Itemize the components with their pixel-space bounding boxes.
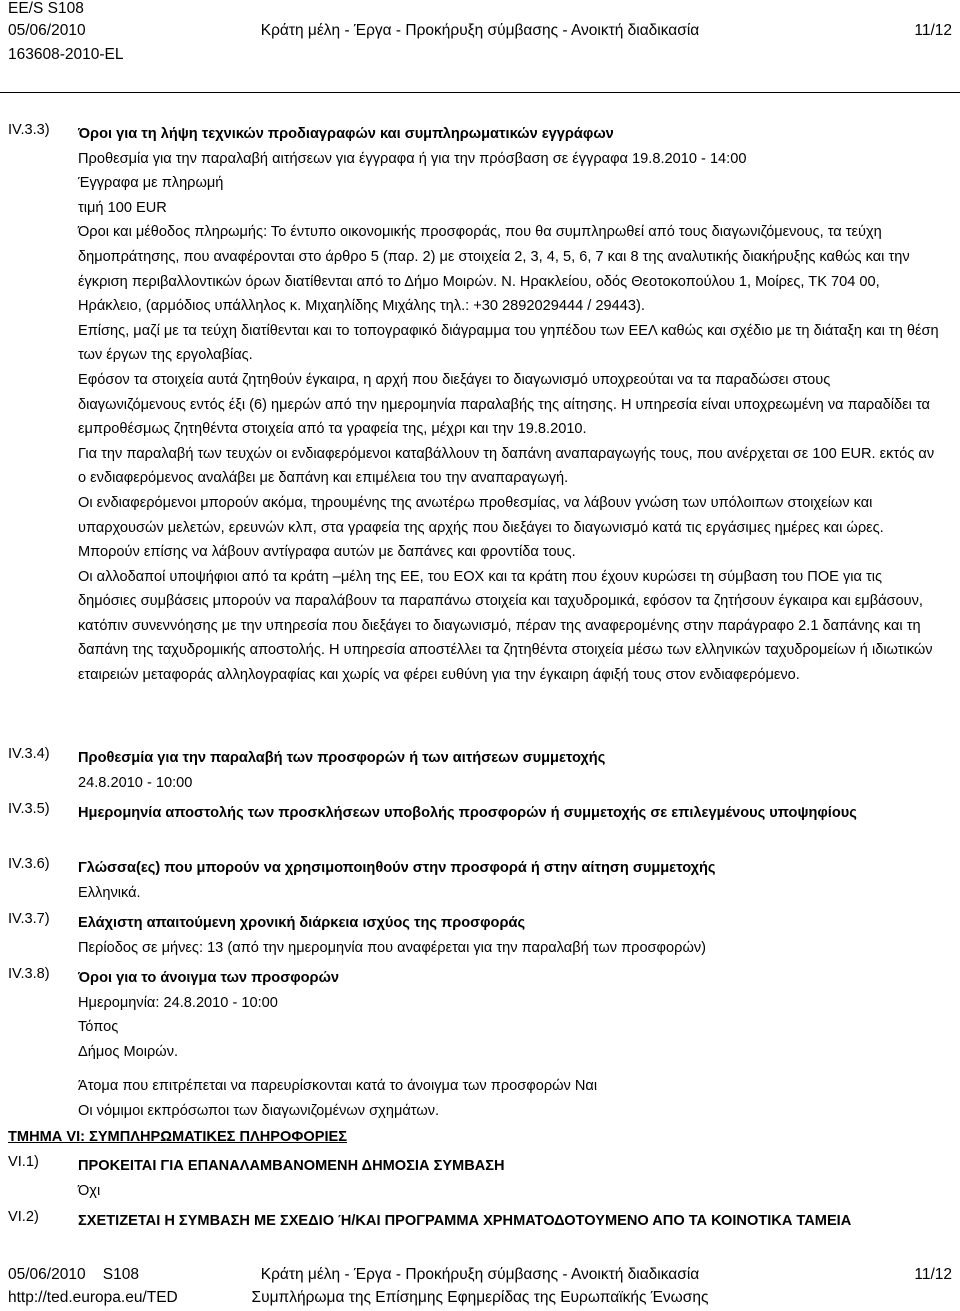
section-title: Ημερομηνία αποστολής των προσκλήσεων υποβολής προσφορών ή συμμετοχής σε επιλεγμένους υποψηφίους (78, 805, 857, 821)
section-value: Όχι (78, 1182, 101, 1199)
section-number: IV.3.8) (8, 966, 50, 982)
footer-title: Κράτη μέλη - Έργα - Προκήρυξη σύμβασης - Ανοικτή διαδικασία (260, 1266, 700, 1283)
section-title: Όροι για το άνοιγμα των προσφορών (78, 970, 340, 986)
paragraph: Οι αλλοδαποί υποψήφιοι από τα κράτη –μέλη της ΕΕ, του ΕΟΧ και τα κράτη που έχουν κυρώσει τη σύμβαση του ΠΟΕ για τις δημόσιες συμβάσεις μπορούν να παραλάβουν τα παραπάνω στοιχεία και ταχυδρομικά, εφόσον τα ζητήσουν έγκαιρα και εμβάσουν, κατόπιν συνεννόησης με την υπηρεσία που διεξάγει το διαγωνισμό, πέραν της αναφερομένης στην παράγραφο 2.1 δαπάνης και τη δαπάνη της ταχυδρομικής αποστολής. Η υπηρεσία αποστέλλει τα ζητηθέντα στοιχεία μέσω των ελληνικών ταχυδρομείων ή ιδιωτικών εταιρειών μεταφοράς αλληλογραφίας και χωρίς να φέρει ευθύνη για την έγκαιρη άφιξή τους στον ενδιαφερόμενο. (78, 568, 933, 684)
header-title: Κράτη μέλη - Έργα - Προκήρυξη σύμβασης - Ανοικτή διαδικασία (260, 22, 700, 39)
header-date: 05/06/2010 (8, 22, 86, 39)
section-value: 24.8.2010 - 10:00 (78, 774, 193, 791)
part-vi-heading: ΤΜΗΜΑ VI: ΣΥΜΠΛΗΡΩΜΑΤΙΚΕΣ ΠΛΗΡΟΦΟΡΙΕΣ (8, 1129, 348, 1145)
footer-page-number: 11/12 (914, 1266, 952, 1283)
place-label: Τόπος (78, 1019, 119, 1036)
opening-date: Ημερομηνία: 24.8.2010 - 10:00 (78, 994, 278, 1011)
page-header (0, 0, 960, 96)
section-number: IV.3.5) (8, 801, 50, 817)
paragraph: Επίσης, μαζί με τα τεύχη διατίθενται και το τοπογραφικό διάγραμμα του γηπέδου των ΕΕΛ καθώς και σχέδιο με τη διάταξη και τη θέση των έργων της εργολαβίας. (78, 322, 939, 364)
header-divider (0, 92, 960, 93)
paragraph: Οι ενδιαφερόμενοι μπορούν ακόμα, τηρουμένης της ανωτέρω προθεσμίας, να λάβουν γνώση των υπόλοιπων στοιχείων και υπαρχουσών μελετών, ερευνών κλπ, στα γραφεία της αρχής που διεξάγει το διαγωνισμό κατά τις εργάσιμες ημέρες και ώρες. Μπορούν επίσης να λάβουν αντίγραφα αυτών με δαπάνες και φροντίδα τους. (78, 494, 884, 561)
section-value: Ελληνικά. (78, 884, 141, 901)
page-footer (0, 1266, 960, 1311)
footer-journal: Συμπλήρωμα της Επίσημης Εφημερίδας της Ευρωπαϊκής Ένωσης (251, 1289, 709, 1306)
section-number: VI.1) (8, 1154, 39, 1170)
place-value: Δήμος Μοιρών. (78, 1043, 179, 1060)
section-number: VI.2) (8, 1209, 39, 1225)
paragraph: Για την παραλαβή των τευχών οι ενδιαφερόμενοι καταβάλλουν τη δαπάνη αναπαραγωγής τους, που ανέρχεται σε 100 EUR. εκτός αν ο ενδιαφερόμενος αναλάβει με δαπάνη και επιμέλεια του την αναπαραγωγή. (78, 445, 935, 487)
section-number: IV.3.4) (8, 746, 50, 762)
section-number: IV.3.6) (8, 856, 50, 872)
section-title: Όροι για τη λήψη τεχνικών προδιαγραφών και συμπληρωματικών εγγράφων (78, 126, 614, 142)
section-title: Ελάχιστη απαιτούμενη χρονική διάρκεια ισχύος της προσφοράς (78, 915, 526, 931)
representatives-line: Οι νόμιμοι εκπρόσωποι των διαγωνιζομένων σχημάτων. (78, 1102, 440, 1119)
section-number: IV.3.3) (8, 122, 50, 138)
footer-url-link[interactable]: http://ted.europa.eu/TED (8, 1289, 178, 1306)
deadline-line: Προθεσμία για την παραλαβή αιτήσεων για έγγραφα ή για την πρόσβαση σε έγγραφα 19.8.2010 - 14:00 (78, 150, 747, 167)
section-number: IV.3.7) (8, 911, 50, 927)
section-title: Προθεσμία για την παραλαβή των προσφορών ή των αιτήσεων συμμετοχής (78, 750, 606, 766)
paragraph: Όροι και μέθοδος πληρωμής: Το έντυπο οικονομικής προσφοράς, που θα συμπληρωθεί από τους διαγωνιζόμενους, τα τεύχη δημοπράτησης, που αναφέρονται στο άρθρο 5 (παρ. 2) με στοιχεία 2, 3, 4, 5, 6, 7 και 8 της αναλυτικής διακήρυξης καθώς και την έγκριση περιβαλλοντικών όρων διατίθενται από το Δήμο Μοιρών. Ν. Ηρακλείου, οδός Θεοτοκοπούλου 1, Μοίρες, ΤΚ 704 00, Ηράκλειο, (αρμόδιος υπάλληλος κ. Μιχαηλίδης Μιχάλης τηλ.: +30 2892029444 / 29443). (78, 224, 910, 315)
section-title: Γλώσσα(ες) που μπορούν να χρησιμοποιηθούν στην προσφορά ή στην αίτηση συμμετοχής (78, 860, 716, 876)
footer-date-code: 05/06/2010 S108 (8, 1266, 140, 1283)
paragraph: Εφόσον τα στοιχεία αυτά ζητηθούν έγκαιρα, η αρχή που διεξάγει το διαγωνισμό υποχρεούται να τα παραδώσει στους διαγωνιζόμενους εντός έξι (6) ημερών από την ημερομηνία παραλαβής της αίτησης. Η υπηρεσία είναι υποχρεωμένη να παραδίδει τα εμπροθέσμως ζητηθέντα στοιχεία από τα γραφεία της, μέχρι και την 19.8.2010. (78, 371, 930, 438)
section-value: Περίοδος σε μήνες: 13 (από την ημερομηνία που αναφέρεται για την παραλαβή των προσφορών) (78, 939, 706, 956)
payment-line: Έγγραφα με πληρωμή (78, 175, 224, 192)
price-line: τιμή 100 EUR (78, 199, 167, 216)
header-ref: 163608-2010-EL (8, 46, 124, 63)
attendance-line: Άτομα που επιτρέπεται να παρευρίσκονται κατά το άνοιγμα των προσφορών Ναι (78, 1078, 598, 1095)
doc-code: EE/S S108 (8, 0, 84, 17)
section-title: ΠΡΟΚΕΙΤΑΙ ΓΙΑ ΕΠΑΝΑΛΑΜΒΑΝΟΜΕΝΗ ΔΗΜΟΣΙΑ ΣΥΜΒΑΣΗ (78, 1158, 505, 1174)
header-page-number: 11/12 (914, 22, 952, 39)
section-title: ΣΧΕΤΙΖΕΤΑΙ Η ΣΥΜΒΑΣΗ ΜΕ ΣΧΕΔΙΟ Ή/ΚΑΙ ΠΡΟΓΡΑΜΜΑ ΧΡΗΜΑΤΟΔΟΤΟΥΜΕΝΟ ΑΠΟ ΤΑ ΚΟΙΝΟΤΙΚΑ ΤΑΜΕΙΑ (78, 1213, 852, 1229)
